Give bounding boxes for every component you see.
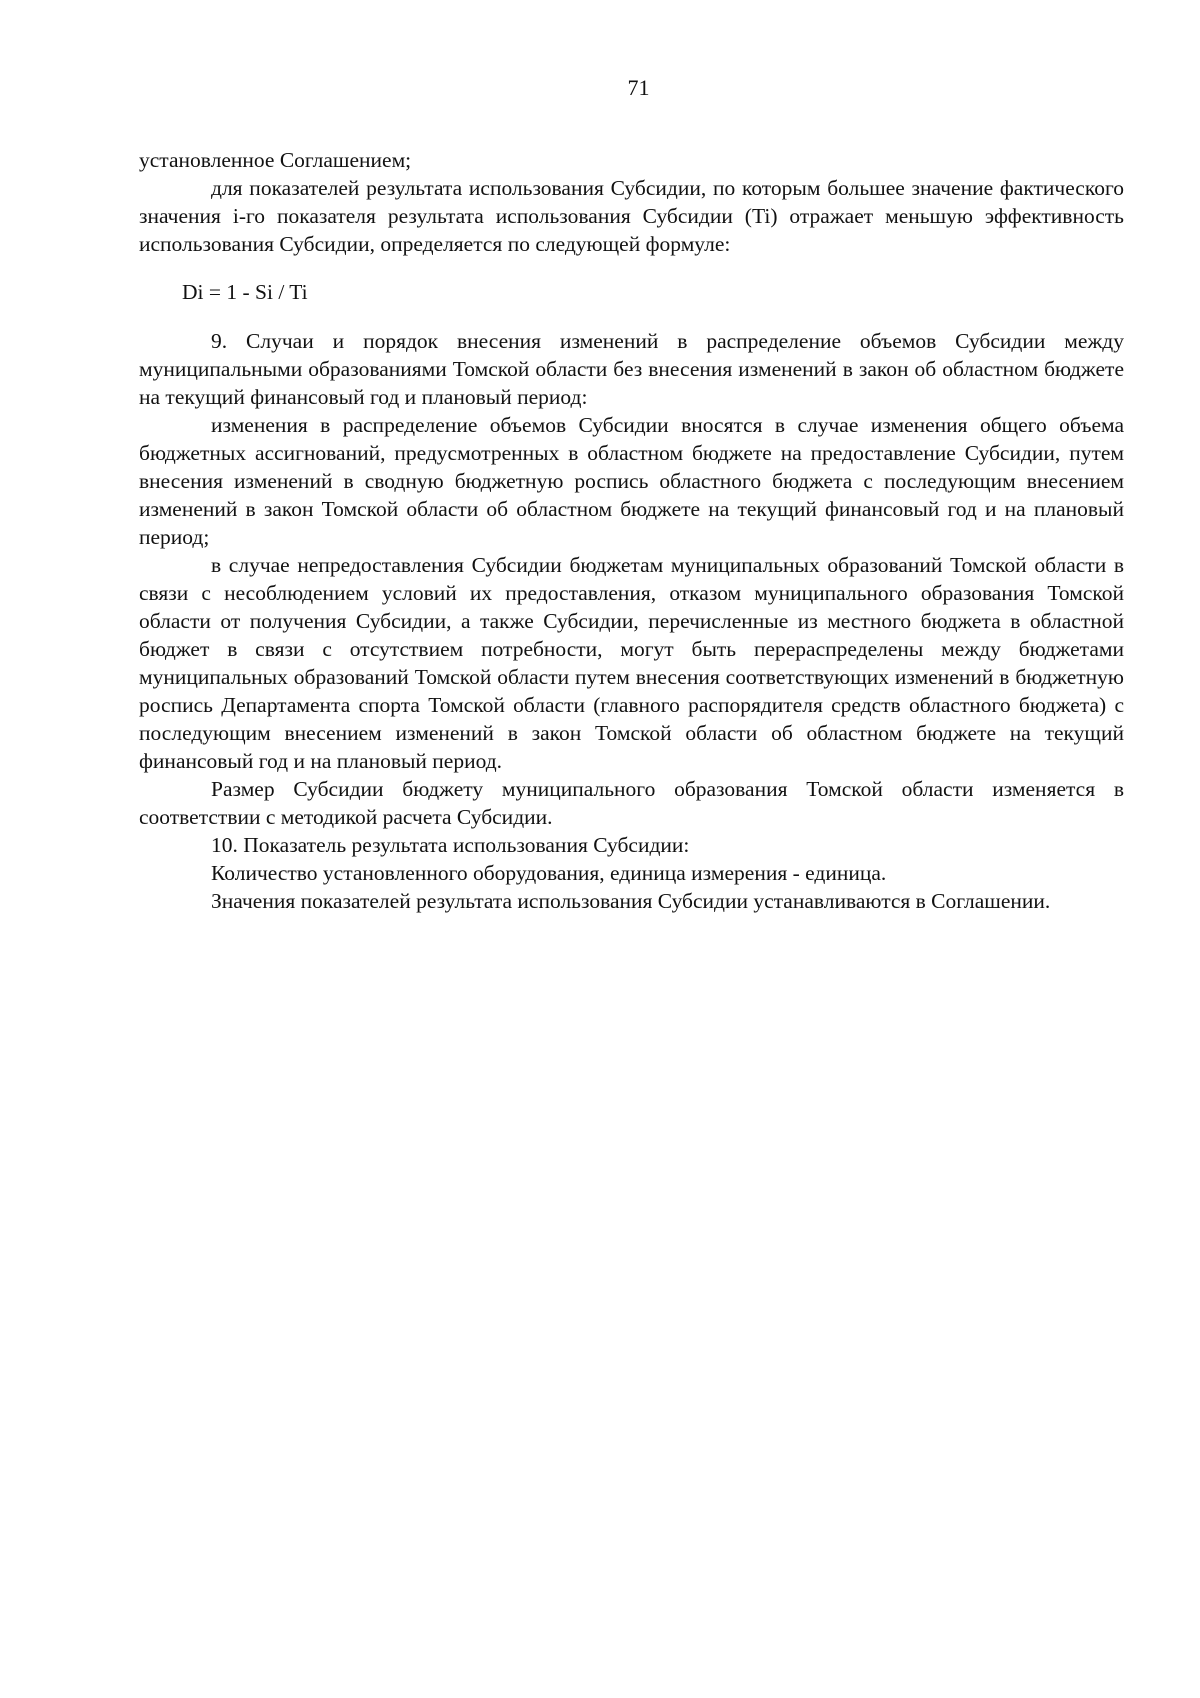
paragraph-indicator-values: Значения показателей результата использования Субсидии устанавливаются в Соглашении. (211, 889, 1051, 913)
paragraph-section-10: 10. Показатель результата использования Субсидии: (211, 833, 690, 857)
document-body (139, 146, 1124, 915)
page-number: 71 (627, 75, 650, 100)
paragraph-formula-intro: для показателей результата использования Субсидии, по которым большее значение фактического значения i-го показателя результата использования Субсидии (Ti) отражает меньшую эффективность использования Субсидии, определяется по следующей формуле: (139, 176, 1124, 256)
paragraph-section-9: 9. Случаи и порядок внесения изменений в распределение объемов Субсидии между муниципальными образованиями Томской области без внесения изменений в закон об областном бюджете на текущий финансовый год и плановый период: (139, 329, 1124, 409)
paragraph-subsidy-size: Размер Субсидии бюджету муниципального образования Томской области изменяется в соответствии с методикой расчета Субсидии. (139, 777, 1124, 829)
paragraph-continuation: установленное Соглашением; (139, 148, 412, 172)
paragraph-indicator: Количество установленного оборудования, единица измерения - единица. (211, 861, 887, 885)
formula: Di = 1 - Si / Ti (182, 280, 308, 304)
paragraph-budget-changes: изменения в распределение объемов Субсидии вносятся в случае изменения общего объема бюджетных ассигнований, предусмотренных в областном бюджете на предоставление Субсидии, путем внесения изменений в сводную бюджетную роспись областного бюджета с последующим внесением изменений в закон Томской области об областном бюджете на текущий финансовый год и на плановый период; (139, 413, 1124, 549)
paragraph-redistribution: в случае непредоставления Субсидии бюджетам муниципальных образований Томской области в связи с несоблюдением условий их предоставления, отказом муниципального образования Томской области от получения Субсидии, а также Субсидии, перечисленные из местного бюджета в областной бюджет в связи с отсутствием потребности, могут быть перераспределены между бюджетами муниципальных образований Томской области путем внесения соответствующих изменений в бюджетную роспись Департамента спорта Томской области (главного распорядителя средств областного бюджета) с последующим внесением изменений в закон Томской области об областном бюджете на текущий финансовый год и на плановый период. (139, 553, 1124, 773)
